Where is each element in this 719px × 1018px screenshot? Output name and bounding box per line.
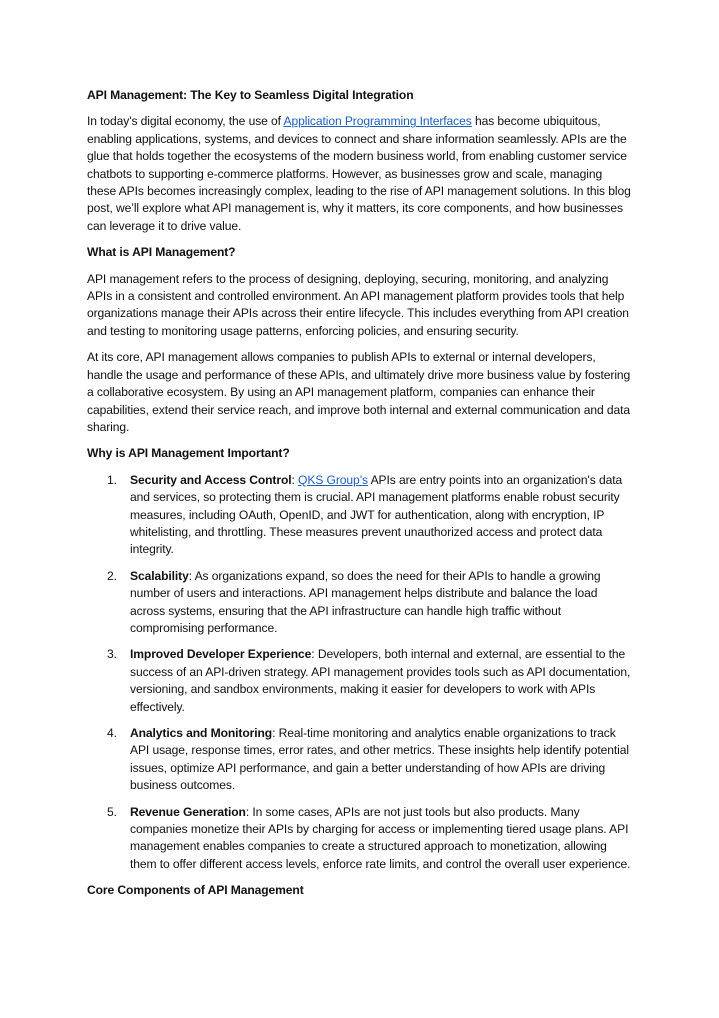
list-number: 3. [107,647,117,662]
list-term: Improved Developer Experience [130,647,312,662]
list-separator: : [272,726,279,740]
list-term: Analytics and Monitoring [130,726,273,740]
intro-text-after-link: has become ubiquitous, enabling applications, systems, and devices to connect and share information seamlessly. APIs are the glue that holds together the ecosystems of the modern business world, from enabling customer service chatbots to supporting e-commerce platforms. However, as businesses grow and scale, managing these APIs becomes increasingly complex, leading to the rise of API management solutions. In this blog post, we’ll explore what API management is, why it matters, its core components, and how businesses can leverage it to drive value. [87,114,631,233]
list-number: 4. [107,726,117,740]
list-text: As organizations expand, so does the need for their APIs to handle a growing number of users and interactions. API management helps distribute and balance the load across systems, ensuring that the API infrastructure can handle high traffic without compromising performance. [130,568,601,635]
why-heading: Why is API Management Important? [87,446,290,461]
core-components-heading: Core Components of API Management [87,883,304,898]
list-number: 2. [107,568,117,583]
list-item [87,725,633,795]
reasons-list [87,472,633,874]
list-separator: : [245,804,253,819]
intro-paragraph [87,113,633,235]
qks-group-link[interactable]: QKS Group’s [298,472,368,487]
list-text: Real-time monitoring and analytics enable organizations to track API usage, response times, error rates, and other metrics. These insights help identify potential issues, optimize API performance, and gain a better understanding of how APIs are driving business outcomes. [130,726,629,793]
list-separator: : [311,647,318,662]
list-item [87,472,633,559]
list-term: Revenue Generation [130,804,246,819]
api-link[interactable]: Application Programming Interfaces [283,114,472,129]
what-heading: What is API Management? [87,245,236,260]
list-item [87,568,633,638]
list-number: 5. [107,804,117,819]
list-number: 1. [107,472,117,487]
list-text: Developers, both internal and external, are essential to the success of an API-driven strategy. API management provides tools such as API documentation, versioning, and sandbox environments, making it easier for developers to work with APIs effectively. [130,647,631,714]
list-separator: : [291,472,299,487]
list-term: Scalability [130,568,189,583]
document-page [87,87,633,909]
list-term: Security and Access Control [130,472,292,487]
list-text: In some cases, APIs are not just tools but also products. Many companies monetize their APIs by charging for access or implementing tiered usage plans. API management enables companies to create a structured approach to monetization, allowing them to offer different access levels, enforce rate limits, and control the overall user experience. [130,804,631,871]
list-separator: : [188,568,195,583]
list-item [87,646,633,716]
list-item [87,804,633,874]
intro-text-before-link: In today's digital economy, the use of [87,114,284,129]
what-paragraph-1: API management refers to the process of designing, deploying, securing, monitoring, and analyzing APIs in a consistent and controlled environment. An API management platform provides tools that help organizations manage their APIs across their entire lifecycle. This includes everything from API creation and testing to monitoring usage patterns, enforcing policies, and ensuring security. [87,271,629,338]
what-paragraph-2: At its core, API management allows companies to publish APIs to external or internal developers, handle the usage and performance of these APIs, and ultimately drive more business value by fostering a collaborative ecosystem. By using an API management platform, companies can enhance their capabilities, extend their service reach, and improve both internal and external communication and data sharing. [87,350,631,434]
document-title: API Management: The Key to Seamless Digital Integration [87,88,414,102]
list-text: APIs are entry points into an organization's data and services, so protecting them is crucial. API management platforms enable robust security measures, including OAuth, OpenID, and JWT for authentication, along with encryption, IP whitelisting, and throttling. These measures prevent unauthorized access and protect data integrity. [130,472,623,557]
